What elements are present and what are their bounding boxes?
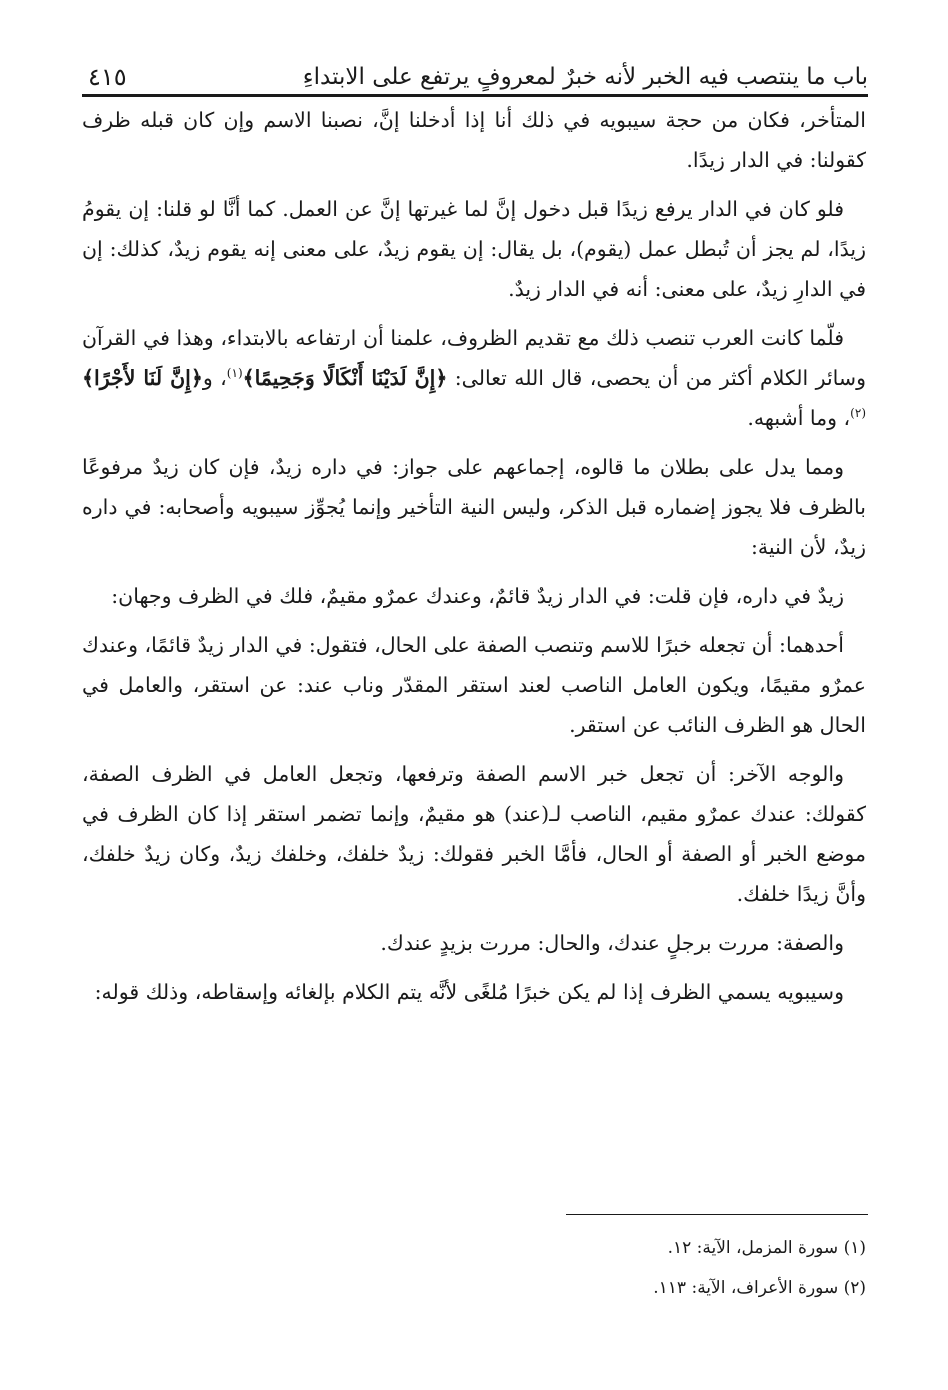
paragraph: وسيبويه يسمي الظرف إذا لم يكن خبرًا مُلغًى لأنَّه يتم الكلام بإلغائه وإسقاطه، وذلك قوله:	[94, 980, 844, 1004]
quran-quote: ﴿إِنَّ لَنَا لأَجْرًا﴾	[82, 366, 203, 390]
paragraph: زيدٌ في داره، فإن قلت: في الدار زيدٌ قائمٌ، وعندك عمرٌو مقيمٌ، فلك في الظرف وجهان:	[111, 584, 844, 608]
page-number: ٤١٥	[88, 63, 127, 91]
paragraph-text: ، وما أشبهه.	[747, 406, 851, 430]
paragraph: ومما يدل على بطلان ما قالوه، إجماعهم على جواز: في داره زيدٌ، فإن كان زيدٌ مرفوعًا بالظرف فلا يجوز إضماره قبل الذكر، وليس النية التأخير وإنما يُجوِّز سيبويه وأصحابه: في داره زيدٌ، لأن النية:	[82, 455, 866, 559]
main-text	[82, 100, 866, 1021]
quran-quote: ﴿إِنَّ لَدَيْنَا أَنْكَالًا وَجَحِيمًا﴾	[242, 366, 448, 390]
chapter-title: باب ما ينتصب فيه الخبر لأنه خبرٌ لمعروفٍ يرتفع على الابتداءِ	[302, 64, 868, 90]
footnote-rule	[566, 1214, 868, 1215]
paragraph: والصفة: مررت برجلٍ عندك، والحال: مررت بزيدٍ عندك.	[380, 931, 844, 955]
footnote-ref: (٢)	[850, 406, 866, 421]
footnote: (١) سورة المزمل، الآية: ١٢.	[667, 1238, 866, 1258]
paragraph: أحدهما: أن تجعله خبرًا للاسم وتنصب الصفة على الحال، فتقول: في الدار زيدٌ قائمًا، وعندك عمرٌو مقيمًا، ويكون العامل الناصب لعند استقر المقدّر وناب عند: عن استقر، والعامل في الحال هو الظرف النائب عن استقر.	[82, 633, 867, 737]
paragraph-text: ، و	[202, 366, 227, 390]
footnote-ref: (١)	[226, 366, 243, 381]
running-header	[88, 40, 868, 92]
paragraph: فلو كان في الدار يرفع زيدًا قبل دخول إنَّ لما غيرتها إنَّ عن العمل. كما أنَّا لو قلنا: إن يقومُ زيدًا، لم يجز أن تُبطل عمل (يقوم)، بل يقال: إن يقوم زيدٌ، على معنى إنه يقوم زيدٌ، كذلك: إن في الدارِ زيدٌ، على معنى: أنه في الدار زيدٌ.	[82, 197, 866, 301]
paragraph-with-quran	[82, 318, 866, 438]
paragraph: والوجه الآخر: أن تجعل خبر الاسم الصفة وترفعها، وتجعل العامل في الظرف الصفة، كقولك: عندك عمرٌو مقيم، الناصب لـ(عند) هو مقيمٌ، وإنما تضمر استقر إذا كان الظرف في موضع الخبر أو الصفة أو الحال، فأمَّا الخبر فقولك: زيدٌ خلفك، وخلفك زيدٌ، وكان زيدٌ خلفك، وأنَّ زيدًا خلفك.	[82, 762, 866, 906]
header-rule	[82, 94, 868, 97]
paragraph-text: فلّما كانت العرب تنصب ذلك مع تقديم الظروف، علمنا أن ارتفاعه بالابتداء، وهذا في القرآن وسائر الكلام أكثر من أن يحصى، قال الله تعالى:	[82, 326, 866, 390]
footnotes	[82, 1228, 866, 1308]
paragraph: المتأخر، فكان من حجة سيبويه في ذلك أنا إذا أدخلنا إنَّ، نصبنا الاسم وإن كان قبله ظرف كقولنا: في الدار زيدًا.	[82, 108, 866, 172]
footnote: (٢) سورة الأعراف، الآية: ١١٣.	[653, 1278, 866, 1298]
